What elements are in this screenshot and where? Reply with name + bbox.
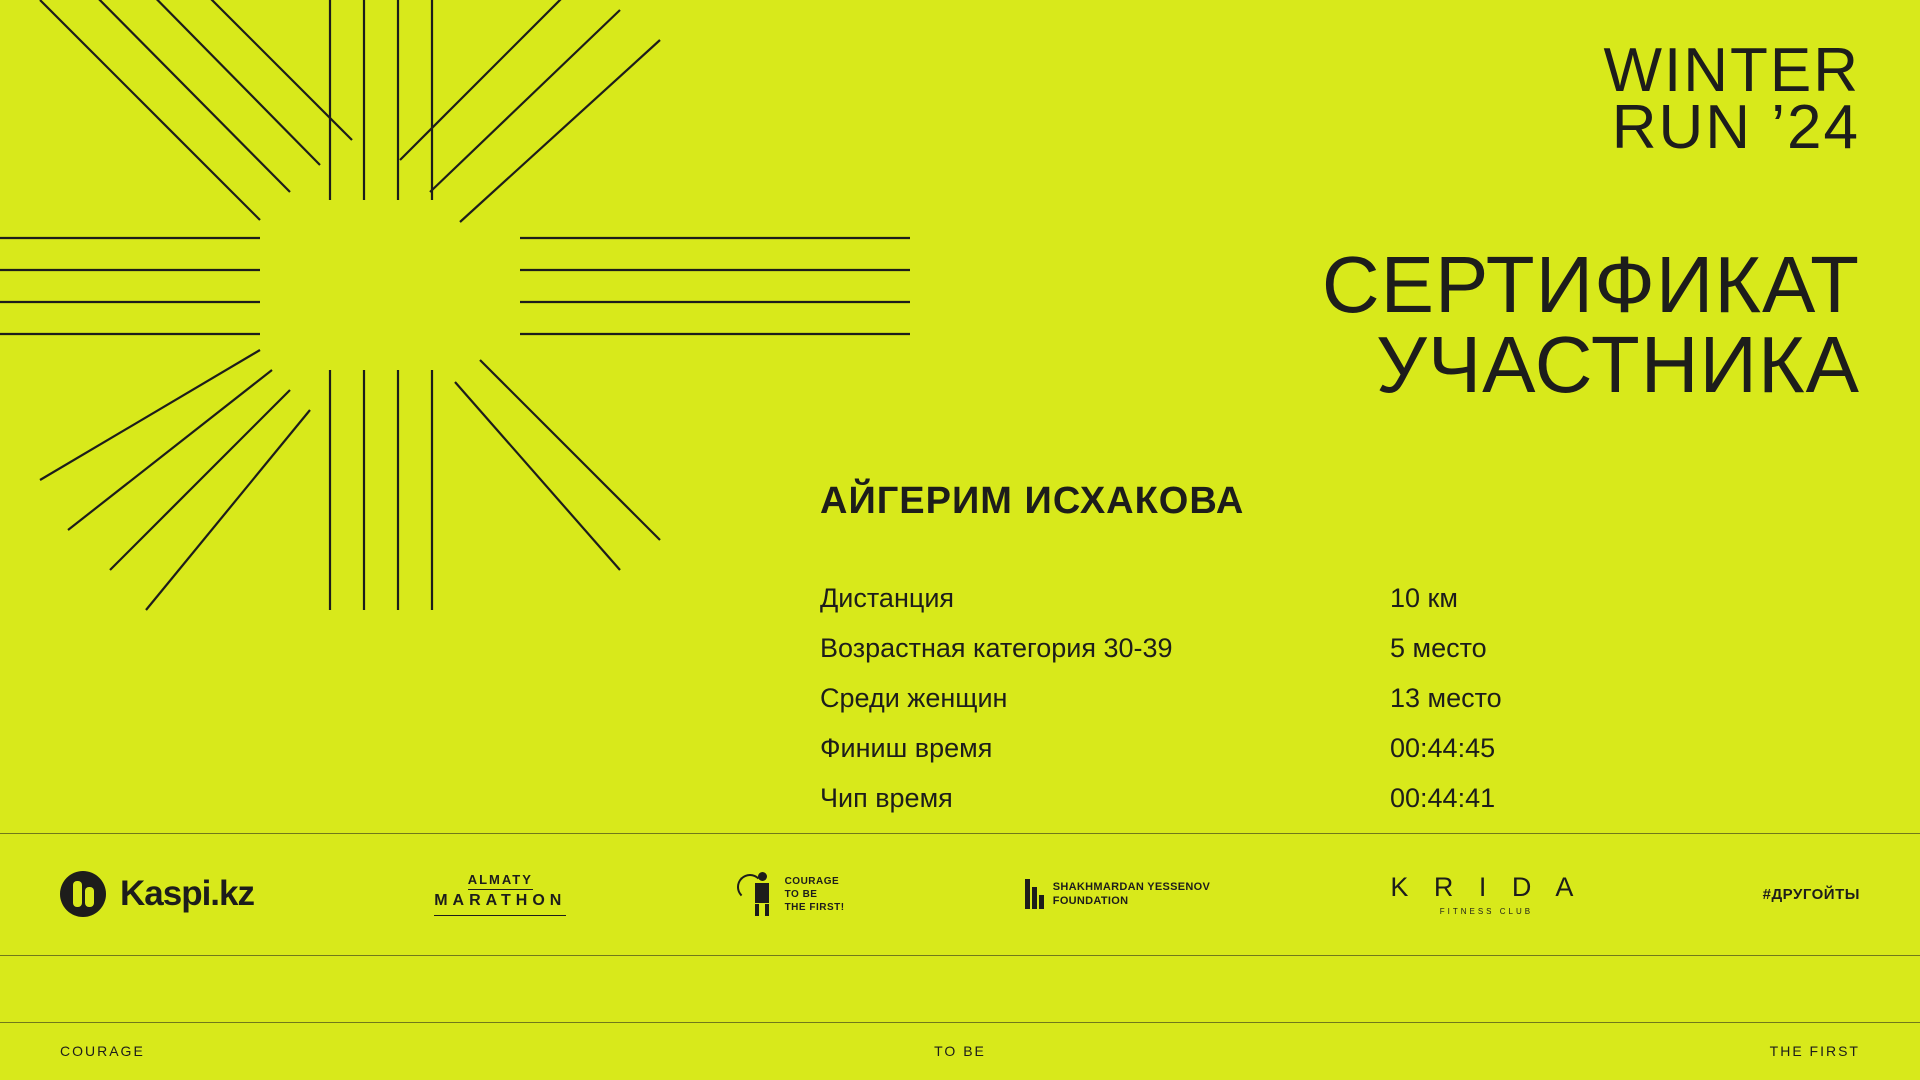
- result-value: 00:44:45: [1390, 733, 1496, 763]
- sponsor-logo-yessenov-foundation: [1025, 879, 1210, 909]
- runner-icon: [747, 872, 777, 916]
- kaspi-wordmark: Kaspi.kz: [120, 874, 254, 913]
- table-row: [820, 723, 1580, 773]
- result-value: 10 км: [1390, 583, 1458, 613]
- event-title: [1603, 36, 1860, 163]
- almaty-line2: MARATHON: [434, 891, 567, 909]
- courage-line2: TO BE: [784, 888, 818, 900]
- almaty-line1: ALMATY: [468, 872, 533, 890]
- almaty-underline: [434, 915, 566, 917]
- yessenov-text: [1053, 880, 1210, 908]
- result-label: Среди женщин: [820, 683, 1008, 713]
- courage-line3: THE FIRST!: [784, 901, 845, 913]
- kaspi-icon: [60, 871, 106, 917]
- certificate-heading-line1: СЕРТИФИКАТ: [1321, 240, 1860, 329]
- krida-line1: K R I D A: [1390, 872, 1583, 902]
- result-value: 13 место: [1390, 683, 1502, 713]
- event-title-line1: WINTER: [1603, 36, 1860, 105]
- event-title-line2: RUN ’24: [1611, 93, 1860, 163]
- result-label: Финиш время: [820, 733, 993, 763]
- sponsor-logo-almaty-marathon: [434, 872, 566, 917]
- certificate-heading: [1321, 240, 1860, 409]
- bars-icon: [1025, 879, 1044, 909]
- table-row: [820, 623, 1580, 673]
- divider-middle: [0, 955, 1920, 956]
- footer-right: THE FIRST: [1769, 1043, 1860, 1059]
- krida-line2: FITNESS CLUB: [1439, 907, 1534, 916]
- courage-line1: COURAGE: [784, 875, 840, 887]
- result-label: Возрастная категория 30-39: [820, 633, 1173, 663]
- table-row: [820, 773, 1580, 823]
- footer-bar: [0, 1022, 1920, 1080]
- result-label: Чип время: [820, 783, 953, 813]
- sponsor-logo-kaspi: [60, 871, 254, 917]
- participant-name: АЙГЕРИМ ИСХАКОВА: [820, 480, 1245, 522]
- result-value: 5 место: [1390, 633, 1487, 663]
- sponsor-logo-krida: [1390, 872, 1582, 916]
- certificate-heading-line2: УЧАСТНИКА: [1376, 320, 1860, 409]
- yessenov-line2: FOUNDATION: [1052, 895, 1129, 907]
- footer-center: TO BE: [934, 1043, 986, 1059]
- table-row: [820, 673, 1580, 723]
- footer-left: COURAGE: [60, 1043, 145, 1059]
- result-value: 00:44:41: [1390, 783, 1496, 813]
- result-label: Дистанция: [820, 583, 955, 613]
- results-table: [820, 573, 1580, 823]
- starburst-decoration: [0, 0, 940, 830]
- table-row: [820, 573, 1580, 623]
- yessenov-line1: SHAKHMARDAN YESSENOV: [1052, 881, 1211, 893]
- sponsor-logo-courage-fund: [747, 872, 845, 916]
- courage-text: [785, 875, 845, 914]
- sponsor-hashtag: #ДРУГОЙТЫ: [1762, 885, 1860, 903]
- sponsor-strip: [0, 833, 1920, 955]
